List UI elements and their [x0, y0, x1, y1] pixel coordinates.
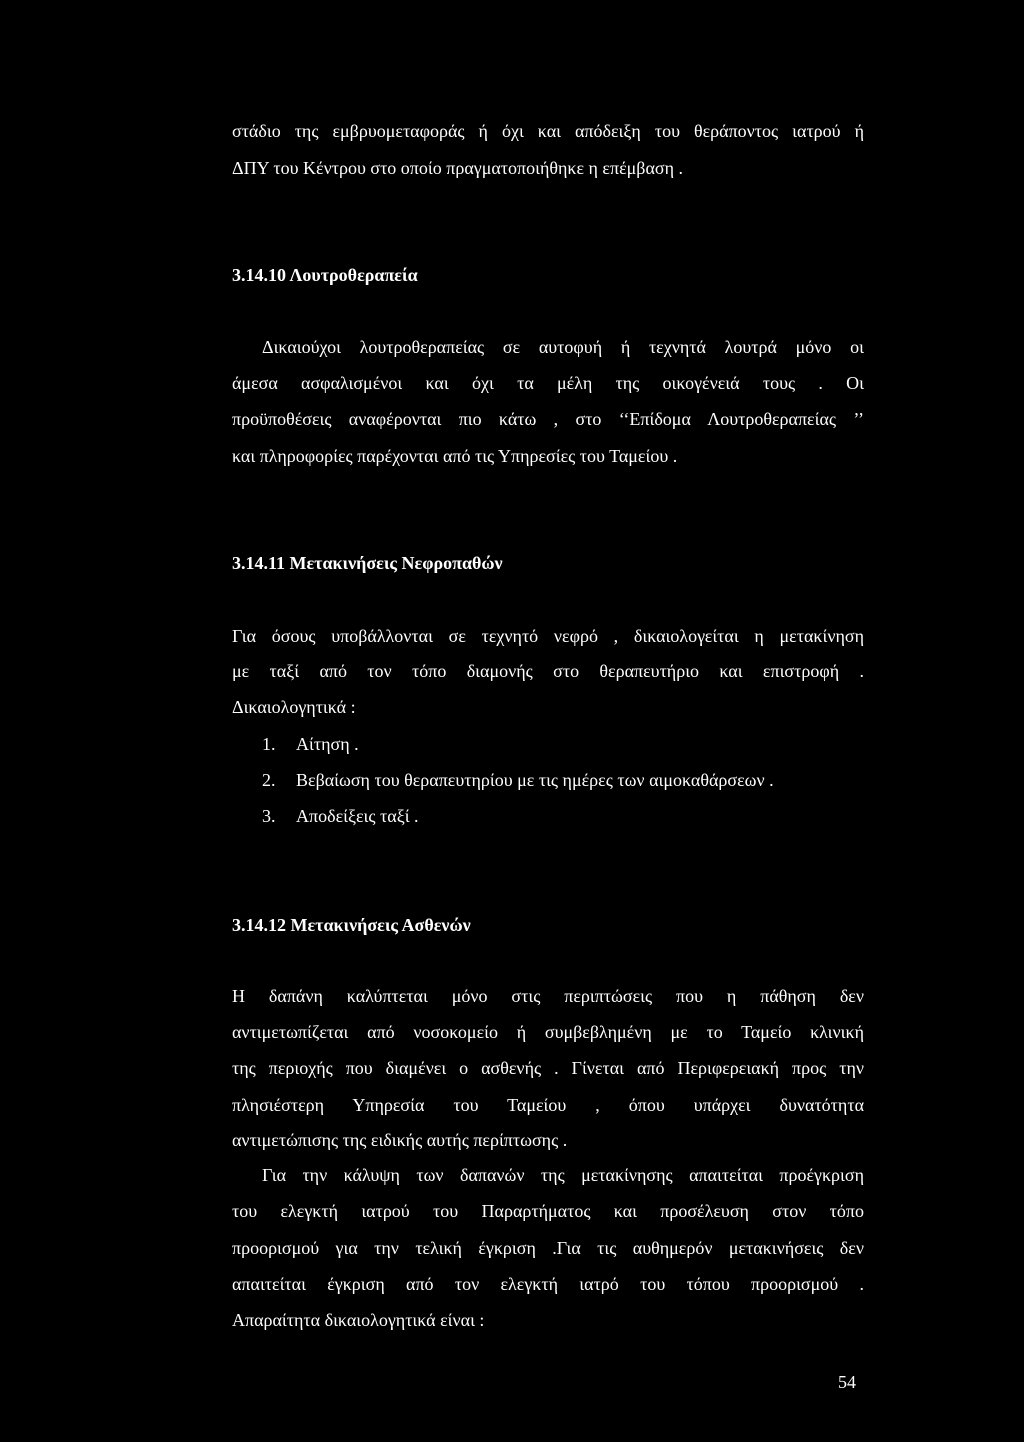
paragraph-line: προορισμού για την τελική έγκριση .Για τις αυθημερόν μετακινήσεις δεν [232, 1238, 864, 1258]
list-item-text: Αίτηση . [296, 734, 359, 754]
paragraph-line: πλησιέστερη Υπηρεσία του Ταμείου , όπου υπάρχει δυνατότητα [232, 1095, 864, 1115]
paragraph-line: Η δαπάνη καλύπτεται μόνο στις περιπτώσεις που η πάθηση δεν [232, 986, 864, 1006]
paragraph-line: Δικαιούχοι λουτροθεραπείας σε αυτοφυή ή τεχνητά λουτρά μόνο οι [262, 337, 864, 357]
paragraph-line: αντιμετώπισης της ειδικής αυτής περίπτωσης . [232, 1130, 568, 1150]
paragraph-line: Απαραίτητα δικαιολογητικά είναι : [232, 1310, 485, 1330]
paragraph-line: Για όσους υποβάλλονται σε τεχνητό νεφρό , δικαιολογείται η μετακίνηση [232, 626, 864, 646]
paragraph-line: και πληροφορίες παρέχονται από τις Υπηρεσίες του Ταμείου . [232, 446, 678, 466]
section-heading: 3.14.12 Μετακινήσεις Ασθενών [232, 915, 471, 935]
paragraph-line: απαιτείται έγκριση από τον ελεγκτή ιατρό του τόπου προορισμού . [232, 1274, 864, 1294]
page-number: 54 [838, 1372, 856, 1392]
list-item-number: 1. [262, 734, 276, 754]
paragraph-line: του ελεγκτή ιατρού του Παραρτήματος και προσέλευση στον τόπο [232, 1201, 864, 1221]
paragraph-line: στάδιο της εμβρυομεταφοράς ή όχι και απόδειξη του θεράποντος ιατρού ή [232, 121, 864, 141]
paragraph-line: προϋποθέσεις αναφέρονται πιο κάτω , στο ‘‘Επίδομα Λουτροθεραπείας ’’ [232, 409, 864, 429]
paragraph-line: ΔΠΥ του Κέντρου στο οποίο πραγματοποιήθηκε η επέμβαση . [232, 158, 683, 178]
list-item [262, 805, 419, 827]
section-heading: 3.14.11 Μετακινήσεις Νεφροπαθών [232, 553, 503, 573]
list-item-text: Βεβαίωση του θεραπευτηρίου με τις ημέρες των αιμοκαθάρσεων . [296, 770, 774, 790]
paragraph-line: με ταξί από τον τόπο διαμονής στο θεραπευτήριο και επιστροφή . [232, 661, 864, 681]
paragraph-line: Δικαιολογητικά : [232, 697, 356, 717]
paragraph-line: της περιοχής που διαμένει ο ασθενής . Γίνεται από Περιφερειακή προς την [232, 1058, 864, 1078]
list-item-number: 2. [262, 770, 276, 790]
list-item [262, 769, 774, 791]
list-item [262, 733, 359, 755]
list-item-number: 3. [262, 806, 276, 826]
list-item-text: Αποδείξεις ταξί . [296, 806, 419, 826]
paragraph-line: αντιμετωπίζεται από νοσοκομείο ή συμβεβλημένη με το Ταμείο κλινική [232, 1022, 864, 1042]
paragraph-line: Για την κάλυψη των δαπανών της μετακίνησης απαιτείται προέγκριση [262, 1165, 864, 1185]
paragraph-line: άμεσα ασφαλισμένοι και όχι τα μέλη της οικογένειά τους . Οι [232, 373, 864, 393]
section-heading: 3.14.10 Λουτροθεραπεία [232, 265, 418, 285]
